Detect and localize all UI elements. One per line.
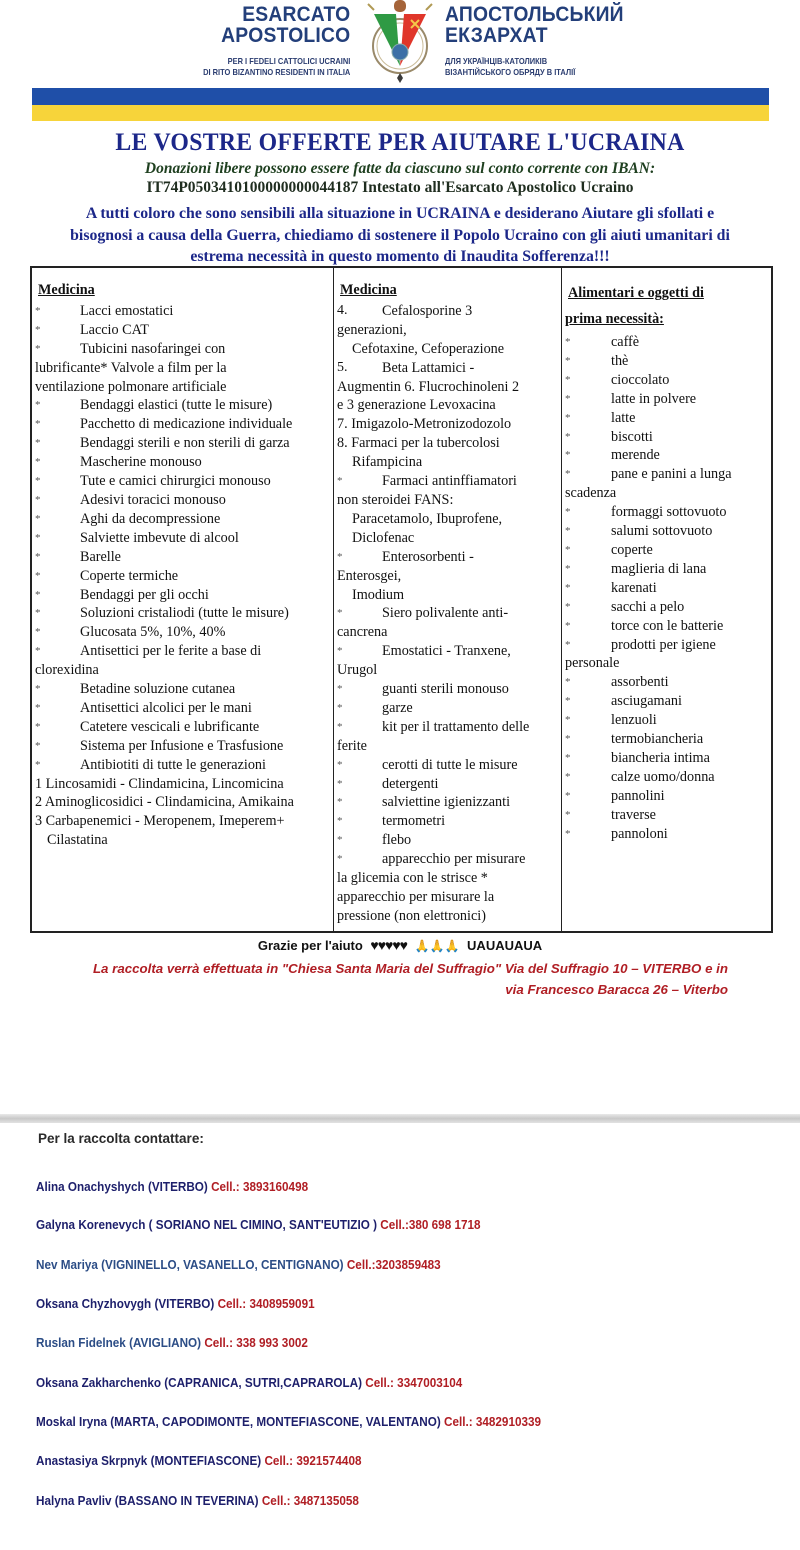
contact-phone[interactable]: Cell.: 3347003104 (365, 1376, 463, 1390)
list-item-text: Tute e camici chirurgici monouso (80, 473, 271, 490)
contact-entry (36, 1258, 441, 1272)
bullet-icon: * (35, 758, 41, 771)
list-item-text: assorbenti (611, 674, 669, 691)
list-number: 4. (337, 302, 348, 318)
thanks-text: Grazie per l'aiuto (257, 938, 363, 953)
list-item-text: Barelle (80, 548, 121, 565)
list-item (35, 642, 333, 661)
bullet-icon: * (565, 411, 571, 424)
list-item-text: Augmentin 6. Flucrochinoleni 2 (337, 378, 520, 395)
bullet-icon: * (35, 645, 41, 658)
header-sub-it-1: PER I FEDELI CATTOLICI UCRAINI (227, 56, 350, 66)
contact-entry (36, 1336, 308, 1350)
list-item (565, 749, 773, 768)
list-item (337, 359, 561, 378)
bullet-icon: * (565, 770, 571, 783)
list-item-text: 2 Aminoglicosidici - Clindamicina, Amikaina (35, 794, 294, 811)
list-item-text: Antibiotiti di tutte le generazioni (80, 756, 266, 773)
list-item (565, 730, 773, 749)
bullet-icon: * (337, 853, 343, 866)
donation-line: Donazioni libere possono essere fatte da ciascuno sul conto corrente con IBAN: (144, 160, 656, 177)
bullet-icon: * (337, 796, 343, 809)
header-title-it-1: ESARCATO (241, 3, 350, 26)
header-title-ua-2: ЕКЗАРХАТ (445, 24, 548, 47)
list-item (35, 623, 333, 642)
list-item (35, 453, 333, 472)
list-item-text: 8. Farmaci per la tubercolosi (337, 435, 500, 452)
list-item (565, 446, 773, 465)
list-item-text: clorexidina (35, 662, 99, 679)
bullet-icon: * (35, 342, 41, 355)
bullet-icon: * (35, 607, 41, 620)
bullet-icon: * (35, 456, 41, 469)
list-item (565, 673, 773, 692)
bullet-icon: * (565, 525, 571, 538)
header-title-it-2: APOSTOLICO (220, 24, 350, 47)
list-item (35, 586, 333, 605)
bullet-icon: * (35, 304, 41, 317)
list-item-text: Lacci emostatici (80, 302, 174, 319)
contact-name: Oksana Zakharchenko (CAPRANICA, SUTRI,CAPRAROLA) (36, 1376, 366, 1390)
list-item-text: ventilazione polmonare artificiale (35, 378, 227, 395)
bullet-icon: * (565, 468, 571, 481)
collection-location (40, 958, 728, 1000)
bullet-icon: * (35, 588, 41, 601)
medicine-list-2 (337, 302, 561, 926)
bullet-icon: * (35, 720, 41, 733)
list-item-text: kit per il trattamento delle (382, 718, 530, 735)
list-item (565, 560, 773, 579)
contact-name: Halyna Pavliv (BASSANO IN TEVERINA) (36, 1494, 262, 1508)
contact-name: Alina Onachyshych (VITERBO) (36, 1180, 212, 1194)
header-ukrainian-block (445, 4, 639, 78)
iban-line: IT74P0503410100000000044187 Intestato all'Esarcato Apostolico Ucraino (146, 179, 634, 196)
bullet-icon: * (337, 834, 343, 847)
collection-line-1: La raccolta verrà effettuata in "Chiesa Santa Maria del Suffragio" Via del Suffragio 10 – VITERBO e in (92, 961, 728, 976)
list-item (565, 617, 773, 636)
bullet-icon: * (337, 683, 343, 696)
bullet-icon: * (35, 531, 41, 544)
exarchate-header (0, 0, 800, 125)
contact-entry (36, 1376, 462, 1390)
list-item-text: Farmaci antinffiamatori (382, 473, 517, 490)
list-item-text: Enterosorbenti - (382, 548, 474, 565)
list-item (565, 465, 773, 484)
bullet-icon: * (35, 475, 41, 488)
list-item-text: calze uomo/donna (611, 768, 715, 785)
bullet-icon: * (35, 493, 41, 506)
bullet-icon: * (565, 562, 571, 575)
bullet-icon: * (565, 751, 571, 764)
bullet-icon: * (565, 581, 571, 594)
list-item (35, 699, 333, 718)
list-item (565, 352, 773, 371)
contact-phone[interactable]: Cell.:380 698 1718 (380, 1218, 481, 1232)
list-item-text: Bendaggi per gli occhi (80, 586, 209, 603)
list-item-text: biancheria intima (611, 749, 710, 766)
contact-entry (36, 1218, 481, 1232)
list-item (35, 718, 333, 737)
list-item (337, 548, 561, 567)
list-item (337, 812, 561, 831)
contact-entry (36, 1180, 308, 1194)
list-item-text: Mascherine monouso (80, 454, 202, 471)
list-item-text: cerotti di tutte le misure (382, 756, 518, 773)
contact-phone[interactable]: Cell.: 338 993 3002 (204, 1336, 308, 1350)
list-item (35, 604, 333, 623)
list-item (565, 768, 773, 787)
bullet-icon: * (565, 373, 571, 386)
list-item-text: apparecchio per misurare la (337, 889, 495, 905)
header-sub-it-2: DI RITO BIZANTINO RESIDENTI IN ITALIA (202, 67, 350, 77)
list-item (565, 428, 773, 447)
list-item-text: caffè (611, 334, 640, 350)
medicine-list-1 (35, 302, 333, 850)
list-item-text: Beta Lattamici - (382, 359, 475, 376)
bullet-icon: * (565, 336, 571, 348)
list-item-text: biscotti (611, 428, 653, 445)
bullet-icon: * (337, 475, 343, 488)
bullet-icon: * (35, 323, 41, 336)
list-item-text: Emostatici - Tranxene, (382, 643, 511, 660)
list-item-text: karenati (611, 579, 657, 596)
needs-table (30, 266, 773, 933)
bullet-icon: * (565, 619, 571, 632)
header-sub-ua-2: ВІЗАНТІЙСЬКОГО ОБРЯДУ В ІТАЛІЇ (445, 67, 576, 77)
list-item-text: pannoloni (611, 825, 668, 842)
list-item-text: non steroidei FANS: (337, 491, 454, 508)
contact-name: Anastasiya Skrpnyk (MONTEFIASCONE) (36, 1454, 265, 1468)
list-item (35, 472, 333, 491)
list-item (35, 548, 333, 567)
list-item (337, 699, 561, 718)
list-item (337, 850, 561, 869)
list-item (337, 302, 561, 321)
bullet-icon: * (565, 789, 571, 802)
list-item-text: cioccolato (611, 371, 670, 388)
list-item (35, 756, 333, 775)
bullet-icon: * (35, 550, 41, 563)
list-item-text: Catetere vescicali e lubrificante (80, 718, 260, 735)
bullet-icon: * (565, 449, 571, 462)
list-item-text: Betadine soluzione cutanea (80, 681, 236, 698)
contact-phone[interactable]: Cell.: 3482910339 (443, 1415, 542, 1429)
column-header-line2: prima necessità: (565, 311, 664, 327)
list-item-text: pane e panini a lunga (611, 466, 732, 483)
list-item-text: Diclofenac (352, 529, 415, 546)
list-item-text: generazioni, (337, 321, 407, 338)
list-item-text: Cefalosporine 3 (382, 302, 473, 319)
list-item-text: salviettine igienizzanti (382, 794, 511, 811)
praying-hands-icon: 🙏🙏🙏 (414, 939, 460, 953)
list-item-text: Urugol (337, 662, 378, 679)
list-item (35, 415, 333, 434)
list-item (565, 333, 773, 352)
list-item (35, 396, 333, 415)
list-item (565, 598, 773, 617)
bullet-icon: * (35, 739, 41, 752)
contact-phone[interactable]: Cell.: 3893160498 (211, 1180, 309, 1194)
list-item-text: latte (611, 409, 636, 426)
column-header: Medicina (38, 282, 95, 298)
list-item-text: scadenza (565, 485, 617, 502)
ukraine-flag-yellow-stripe (32, 105, 769, 121)
contact-name: Ruslan Fidelnek (AVIGLIANO) (36, 1336, 205, 1350)
list-item (35, 680, 333, 699)
section-divider (0, 1114, 800, 1123)
list-item (337, 680, 561, 699)
contact-entry (36, 1297, 315, 1311)
list-item (565, 806, 773, 825)
list-item-text: Enterosgei, (337, 567, 402, 584)
list-item-text: guanti sterili monouso (382, 681, 509, 698)
list-item (565, 371, 773, 390)
list-item-text: 3 Carbapenemici - Meropenem, Imeperem+ (35, 813, 285, 830)
list-item (35, 491, 333, 510)
list-item-text: personale (565, 655, 620, 672)
bullet-icon: * (337, 550, 343, 563)
list-item (35, 567, 333, 586)
list-item-text: apparecchio per misurare (382, 851, 526, 868)
list-item (337, 718, 561, 737)
bullet-icon: * (35, 418, 41, 431)
bullet-icon: * (35, 512, 41, 525)
list-item-text: Laccio CAT (80, 321, 149, 338)
list-item-text: pressione (non elettronici) (337, 907, 486, 924)
list-item (35, 510, 333, 529)
list-item (565, 503, 773, 522)
list-number: 5. (337, 359, 348, 375)
header-title-ua-1: АПОСТОЛЬСЬКИЙ (445, 3, 624, 26)
list-item-text: termobiancheria (611, 731, 704, 748)
list-item-text: salumi sottovuoto (611, 523, 713, 540)
list-item-text: cancrena (337, 624, 388, 641)
contact-entry (36, 1454, 361, 1468)
list-item-text: formaggi sottovuoto (611, 504, 727, 521)
exarchate-coat-of-arms-icon (362, 0, 438, 84)
list-item (337, 604, 561, 623)
list-item-text: Antisettici per le ferite a base di (80, 643, 262, 660)
contact-name: Oksana Chyzhovygh (VITERBO) (36, 1297, 218, 1311)
list-item-text: flebo (382, 832, 412, 849)
bullet-icon: * (565, 506, 571, 519)
thanks-suffix: UAUAUAUA (467, 938, 543, 953)
list-item-text: garze (382, 699, 413, 716)
list-item (565, 787, 773, 806)
bullet-icon: * (337, 607, 343, 620)
list-item-text: sacchi a pelo (611, 598, 685, 615)
contact-phone[interactable]: Cell.:3203859483 (346, 1258, 441, 1272)
collection-line-2: via Francesco Baracca 26 – Viterbo (505, 982, 728, 997)
list-item-text: traverse (611, 806, 656, 823)
contact-entry (36, 1494, 359, 1508)
contact-entry (36, 1415, 541, 1429)
bullet-icon: * (565, 430, 571, 443)
bullet-icon: * (35, 437, 41, 450)
bullet-icon: * (565, 714, 571, 727)
bullet-icon: * (337, 645, 343, 658)
bullet-icon: * (565, 676, 571, 689)
list-item-text: Bendaggi sterili e non sterili di garza (80, 435, 290, 452)
contacts-heading: Per la raccolta contattare: (38, 1131, 204, 1146)
list-item-text: 7. Imigazolo-Metronizodozolo (337, 416, 512, 433)
bullet-icon: * (565, 827, 571, 840)
list-item-text: Glucosata 5%, 10%, 40% (80, 624, 226, 641)
bullet-icon: * (565, 695, 571, 708)
list-item-text: latte in polvere (611, 390, 697, 407)
bullet-icon: * (337, 720, 343, 733)
list-item (565, 522, 773, 541)
list-item (565, 825, 773, 844)
list-item-text: Pacchetto di medicazione individuale (80, 416, 293, 433)
thanks-line (0, 937, 800, 953)
bullet-icon: * (565, 600, 571, 613)
list-item (565, 409, 773, 428)
list-item (35, 340, 333, 359)
page-title: LE VOSTRE OFFERTE PER AIUTARE L'UCRAINA (115, 129, 685, 156)
list-item (35, 529, 333, 548)
bullet-icon: * (565, 354, 571, 367)
bullet-icon: * (565, 543, 571, 556)
list-item-text: detergenti (382, 775, 439, 792)
list-item-text: Tubicini nasofaringei con (80, 340, 226, 357)
heart-icon: ♥♥♥♥♥ (370, 937, 407, 953)
bullet-icon: * (337, 758, 343, 771)
list-item-text: pannolini (611, 787, 665, 804)
contact-name: Nev Mariya (VIGNINELLO, VASANELLO, CENTIGNANO) (36, 1258, 347, 1272)
list-item (337, 793, 561, 812)
list-item (565, 636, 773, 655)
list-item-text: lenzuoli (611, 712, 657, 729)
contact-phone[interactable]: Cell.: 3921574408 (264, 1454, 362, 1468)
list-item-text: Soluzioni cristaliodi (tutte le misure) (80, 605, 289, 622)
list-item-text: Coperte termiche (80, 567, 179, 584)
bullet-icon: * (337, 777, 343, 790)
ukraine-flag-blue-stripe (32, 88, 769, 105)
list-item-text: Cilastatina (47, 832, 108, 849)
list-item (337, 642, 561, 661)
list-item-text: ferite (337, 737, 367, 754)
contact-name: Moskal Iryna (MARTA, CAPODIMONTE, MONTEFIASCONE, VALENTANO) (36, 1415, 444, 1429)
list-item-text: Paracetamolo, Ibuprofene, (352, 510, 503, 527)
list-item-text: Aghi da decompressione (80, 510, 221, 527)
list-item (337, 775, 561, 794)
list-item-text: Bendaggi elastici (tutte le misure) (80, 397, 273, 414)
list-item-text: asciugamani (611, 693, 682, 710)
bullet-icon: * (35, 399, 41, 412)
appeal-text: A tutti coloro che sono sensibili alla situazione in UCRAINA e desiderano Aiutare gli sfollati e bisognosi a causa della Guerra, chiediamo di sostenere il Popolo Ucraino con gli aiuti umanitari di estrema necessità in questo momento di Inaudita Sofferenza!!! (70, 205, 730, 265)
list-item-text: Antisettici alcolici per le mani (80, 699, 252, 716)
list-item-text: Salviette imbevute di alcool (80, 529, 239, 546)
bullet-icon: * (337, 815, 343, 828)
bullet-icon: * (337, 701, 343, 714)
list-item-text: torce con le batterie (611, 617, 724, 634)
bullet-icon: * (35, 626, 41, 639)
list-item-text: maglieria di lana (611, 560, 707, 577)
list-item-text: Rifampicina (352, 454, 423, 471)
list-item (35, 737, 333, 756)
list-item-text: e 3 generazione Levoxacina (337, 397, 496, 414)
list-item (337, 831, 561, 850)
list-item-text: la glicemia con le strisce * (337, 870, 488, 887)
bullet-icon: * (565, 392, 571, 405)
header-sub-ua-1: ДЛЯ УКРАЇНЦІВ-КАТОЛИКІВ (445, 56, 548, 66)
list-item (337, 472, 561, 491)
list-item-text: Adesivi toracici monouso (80, 491, 226, 508)
list-item (565, 692, 773, 711)
bullet-icon: * (565, 808, 571, 821)
contact-name: Galyna Korenevych ( SORIANO NEL CIMINO, SANT'EUTIZIO ) (36, 1218, 381, 1232)
bullet-icon: * (565, 733, 571, 746)
bullet-icon: * (565, 638, 571, 651)
bullet-icon: * (35, 683, 41, 696)
list-item (35, 302, 333, 321)
list-item-text: prodotti per igiene (611, 636, 716, 653)
list-item-text: Imodium (352, 586, 405, 603)
medicine-column-1 (32, 268, 334, 931)
list-item-text: Siero polivalente anti- (382, 605, 509, 622)
list-item-text: Cefotaxine, Cefoperazione (352, 340, 505, 357)
bullet-icon: * (35, 701, 41, 714)
column-header-line1: Alimentari e oggetti di (568, 285, 704, 301)
contact-phone[interactable]: Cell.: 3408959091 (217, 1297, 315, 1311)
list-item (565, 711, 773, 730)
medicine-column-2 (334, 268, 562, 931)
list-item (35, 321, 333, 340)
list-item (337, 756, 561, 775)
list-item (565, 579, 773, 598)
food-goods-list (565, 333, 773, 843)
column-header: Medicina (340, 282, 397, 298)
list-item-text: coperte (611, 541, 653, 558)
list-item-text: thè (611, 352, 629, 369)
header-italian-block (183, 4, 350, 78)
list-item-text: merende (611, 447, 660, 464)
bullet-icon: * (35, 569, 41, 582)
list-item (565, 390, 773, 409)
list-item (565, 541, 773, 560)
list-item-text: 1 Lincosamidi - Clindamicina, Lincomicina (35, 775, 284, 792)
list-item-text: termometri (382, 813, 446, 830)
food-goods-column (562, 268, 773, 931)
list-item-text: lubrificante* Valvole a film per la (35, 359, 227, 376)
contact-phone[interactable]: Cell.: 3487135058 (261, 1494, 359, 1508)
list-item (35, 434, 333, 453)
list-item-text: Sistema per Infusione e Trasfusione (80, 737, 284, 754)
